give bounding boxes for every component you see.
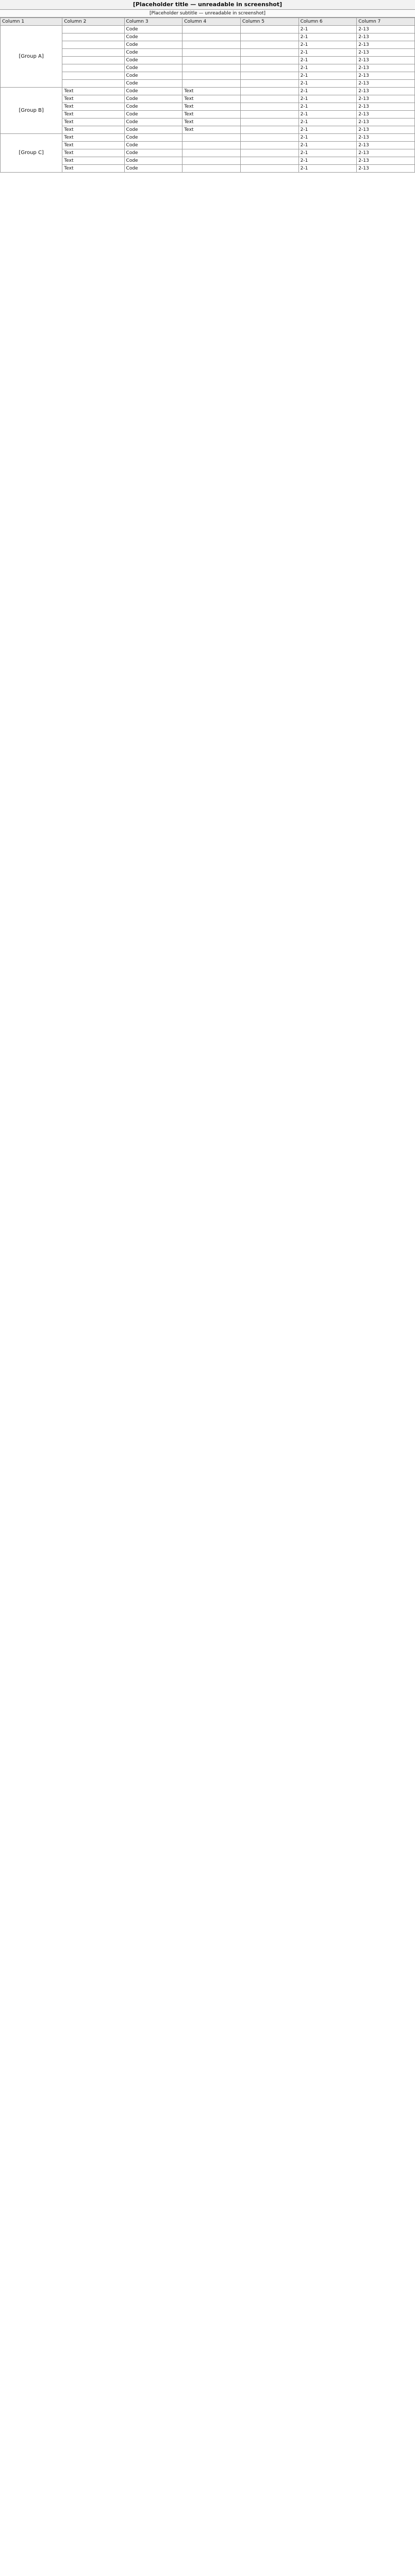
table-cell: 2-1 — [298, 111, 357, 118]
table-cell: Code — [124, 118, 182, 126]
table-cell — [182, 49, 241, 57]
table-cell: Code — [124, 64, 182, 72]
table-cell: 2-13 — [357, 142, 415, 149]
table-cell — [240, 134, 298, 142]
table-cell: 2-13 — [357, 165, 415, 173]
table-cell: Text — [62, 95, 124, 103]
column-header: Column 3 — [124, 18, 182, 26]
page-title: [Placeholder title — unreadable in screenshot] — [0, 0, 415, 10]
table-cell: 2-1 — [298, 142, 357, 149]
table-row — [1, 103, 415, 111]
column-header: Column 5 — [240, 18, 298, 26]
table-cell: Text — [182, 126, 241, 134]
table-row — [1, 126, 415, 134]
table-cell: 2-1 — [298, 103, 357, 111]
table-cell — [240, 80, 298, 88]
table-cell — [240, 72, 298, 80]
table-cell: Text — [182, 111, 241, 118]
table-cell: 2-13 — [357, 118, 415, 126]
table-cell: 2-13 — [357, 41, 415, 49]
table-cell: 2-13 — [357, 57, 415, 64]
table-cell — [240, 26, 298, 33]
column-header: Column 6 — [298, 18, 357, 26]
table-cell — [62, 80, 124, 88]
table-cell: Text — [62, 118, 124, 126]
table-cell: 2-13 — [357, 134, 415, 142]
table-cell: Code — [124, 57, 182, 64]
table-cell: Code — [124, 103, 182, 111]
table-cell — [62, 49, 124, 57]
table-cell: 2-1 — [298, 80, 357, 88]
table-cell — [182, 142, 241, 149]
header-row — [1, 18, 415, 26]
table-row — [1, 157, 415, 165]
table-cell: 2-13 — [357, 64, 415, 72]
table-cell — [182, 26, 241, 33]
column-header: Column 7 — [357, 18, 415, 26]
table-cell — [182, 134, 241, 142]
table-cell — [240, 57, 298, 64]
column-header: Column 1 — [1, 18, 62, 26]
table-row — [1, 80, 415, 88]
table-cell — [240, 111, 298, 118]
table-cell — [62, 64, 124, 72]
table-cell: Text — [182, 118, 241, 126]
table-cell: Code — [124, 33, 182, 41]
table-row — [1, 165, 415, 173]
table-cell: 2-13 — [357, 111, 415, 118]
table-cell — [182, 57, 241, 64]
table-cell — [182, 33, 241, 41]
table-cell — [182, 149, 241, 157]
table-cell: Code — [124, 72, 182, 80]
table-row — [1, 134, 415, 142]
table-cell: 2-1 — [298, 95, 357, 103]
group-label: [Group C] — [1, 134, 62, 173]
table-cell — [240, 142, 298, 149]
table-cell: 2-13 — [357, 157, 415, 165]
table-cell — [62, 57, 124, 64]
table-row — [1, 49, 415, 57]
table-cell: 2-13 — [357, 103, 415, 111]
data-table — [0, 18, 415, 173]
table-cell: 2-13 — [357, 26, 415, 33]
table-cell: 2-1 — [298, 57, 357, 64]
table-cell: 2-13 — [357, 49, 415, 57]
group-label: [Group A] — [1, 26, 62, 88]
table-row — [1, 95, 415, 103]
table-cell: 2-1 — [298, 126, 357, 134]
table-cell: 2-1 — [298, 134, 357, 142]
table-cell: Code — [124, 80, 182, 88]
table-cell: Code — [124, 111, 182, 118]
table-cell — [62, 72, 124, 80]
column-header: Column 4 — [182, 18, 241, 26]
table-cell: 2-13 — [357, 88, 415, 95]
table-row — [1, 118, 415, 126]
table-cell — [240, 165, 298, 173]
table-cell: Code — [124, 49, 182, 57]
table-row — [1, 57, 415, 64]
table-cell — [182, 165, 241, 173]
table-cell: Code — [124, 157, 182, 165]
table-cell: 2-1 — [298, 157, 357, 165]
table-cell: 2-13 — [357, 72, 415, 80]
table-row — [1, 72, 415, 80]
table-cell: 2-13 — [357, 80, 415, 88]
table-cell: Code — [124, 165, 182, 173]
table-cell: Text — [62, 165, 124, 173]
table-row — [1, 26, 415, 33]
table-cell — [182, 157, 241, 165]
table-cell: Code — [124, 134, 182, 142]
table-row — [1, 88, 415, 95]
table-cell: 2-13 — [357, 95, 415, 103]
table-cell: Text — [62, 103, 124, 111]
page-subtitle: [Placeholder subtitle — unreadable in screenshot] — [0, 10, 415, 18]
table-cell: Code — [124, 41, 182, 49]
column-header: Column 2 — [62, 18, 124, 26]
table-cell: 2-13 — [357, 149, 415, 157]
table-cell — [240, 95, 298, 103]
table-row — [1, 149, 415, 157]
table-row — [1, 142, 415, 149]
table-cell — [62, 33, 124, 41]
table-cell — [240, 64, 298, 72]
table-cell — [240, 33, 298, 41]
table-cell: 2-1 — [298, 88, 357, 95]
table-cell: Text — [182, 103, 241, 111]
table-cell — [240, 103, 298, 111]
table-cell: Text — [62, 111, 124, 118]
table-cell: Text — [62, 134, 124, 142]
table-cell — [240, 41, 298, 49]
table-cell: Text — [182, 88, 241, 95]
table-cell — [240, 49, 298, 57]
table-cell — [240, 88, 298, 95]
table-cell — [182, 80, 241, 88]
table-cell: Text — [62, 88, 124, 95]
table-cell: 2-1 — [298, 118, 357, 126]
table-cell: Code — [124, 88, 182, 95]
table-cell: 2-1 — [298, 64, 357, 72]
table-cell: Code — [124, 126, 182, 134]
table-cell: 2-1 — [298, 149, 357, 157]
table-row — [1, 41, 415, 49]
table-cell: Code — [124, 95, 182, 103]
table-cell: Text — [182, 95, 241, 103]
table-cell: 2-13 — [357, 33, 415, 41]
table-cell: 2-1 — [298, 49, 357, 57]
table-row — [1, 111, 415, 118]
table-cell — [182, 72, 241, 80]
table-cell: Text — [62, 142, 124, 149]
table-cell: Code — [124, 149, 182, 157]
table-cell: 2-1 — [298, 165, 357, 173]
table-row — [1, 33, 415, 41]
table-cell: 2-13 — [357, 126, 415, 134]
table-cell — [182, 64, 241, 72]
table-cell: Code — [124, 26, 182, 33]
table-cell: Code — [124, 142, 182, 149]
table-cell — [62, 41, 124, 49]
table-cell: 2-1 — [298, 72, 357, 80]
table-cell: Text — [62, 157, 124, 165]
table-cell — [182, 41, 241, 49]
table-cell: 2-1 — [298, 41, 357, 49]
table-cell: 2-1 — [298, 33, 357, 41]
table-cell: Text — [62, 149, 124, 157]
table-row — [1, 64, 415, 72]
table-cell: Text — [62, 126, 124, 134]
table-cell — [240, 149, 298, 157]
table-cell: 2-1 — [298, 26, 357, 33]
table-cell — [240, 118, 298, 126]
group-label: [Group B] — [1, 88, 62, 134]
table-cell — [240, 126, 298, 134]
table-cell — [62, 26, 124, 33]
table-cell — [240, 157, 298, 165]
